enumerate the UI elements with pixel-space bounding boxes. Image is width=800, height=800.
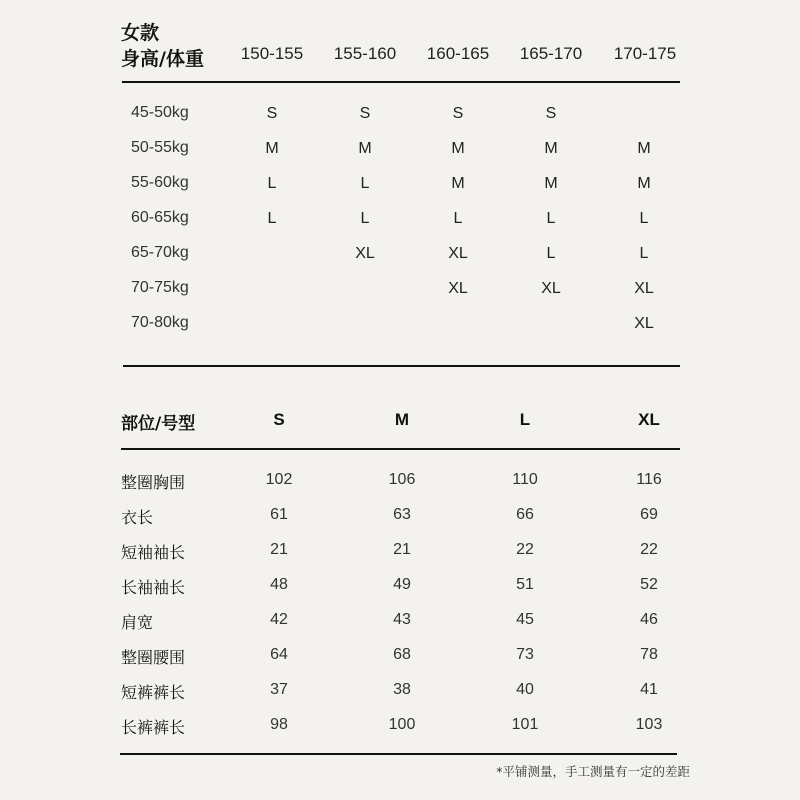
size-cell: M (544, 175, 558, 192)
size-cell: M (544, 140, 558, 157)
size-cell: S (452, 105, 464, 122)
size-cell: M (265, 140, 279, 157)
weight-label: 60-65kg (131, 209, 189, 226)
measurement-cell: 43 (393, 611, 411, 628)
measurement-cell: 21 (270, 541, 288, 558)
size-cell: L (639, 245, 649, 262)
measurement-cell: 78 (640, 646, 658, 663)
part-label: 短裤裤长 (121, 683, 186, 702)
size-cell: L (453, 210, 463, 227)
weight-label: 45-50kg (131, 104, 189, 121)
measurement-cell: 66 (516, 506, 534, 523)
size-cell: L (360, 175, 370, 192)
part-label: 肩宽 (121, 613, 154, 632)
weight-label: 50-55kg (131, 139, 189, 156)
size-cell: XL (634, 315, 654, 332)
size-cell: L (267, 210, 277, 227)
weight-label: 65-70kg (131, 244, 189, 261)
weight-label: 70-80kg (131, 314, 189, 331)
measurement-cell: 68 (393, 646, 411, 663)
measurement-cell: 41 (640, 681, 658, 698)
measurement-cell: 101 (511, 716, 539, 733)
part-label: 衣长 (121, 508, 154, 527)
measurement-cell: 98 (270, 716, 288, 733)
divider (120, 753, 677, 755)
measurement-cell: 73 (516, 646, 534, 663)
measurement-cell: 110 (512, 471, 538, 488)
measurement-table-header-label: 部位/号型 (121, 414, 196, 434)
divider (121, 448, 680, 450)
measurement-cell: 116 (636, 471, 662, 488)
part-label: 整圈胸围 (121, 473, 186, 492)
measurement-cell: 37 (270, 681, 288, 698)
measurement-cell: 42 (270, 611, 288, 628)
height-range-header: 170-175 (613, 44, 677, 63)
height-range-header: 155-160 (333, 44, 397, 63)
part-label: 长裤裤长 (121, 718, 186, 737)
size-cell: M (637, 175, 651, 192)
measurement-cell: 103 (635, 716, 663, 733)
size-column-header: L (519, 410, 531, 429)
size-cell: L (360, 210, 370, 227)
size-column-header: S (273, 410, 285, 429)
measurement-cell: 45 (516, 611, 534, 628)
divider (122, 81, 680, 83)
size-cell: M (637, 140, 651, 157)
size-cell: S (266, 105, 278, 122)
measurement-cell: 38 (393, 681, 411, 698)
height-range-header: 160-165 (426, 44, 490, 63)
size-cell: M (358, 140, 372, 157)
divider (123, 365, 680, 367)
footnote: *平铺测量，手工测量有一定的差距 (496, 764, 690, 779)
height-range-header: 165-170 (519, 44, 583, 63)
measurement-cell: 49 (393, 576, 411, 593)
measurement-cell: 51 (516, 576, 534, 593)
size-cell: L (546, 210, 556, 227)
size-cell: S (359, 105, 371, 122)
measurement-cell: 48 (270, 576, 288, 593)
weight-label: 70-75kg (131, 279, 189, 296)
measurement-cell: 40 (516, 681, 534, 698)
size-cell: L (267, 175, 277, 192)
part-label: 短袖袖长 (121, 543, 186, 562)
category-title: 女款 (121, 22, 160, 44)
measurement-cell: 22 (640, 541, 658, 558)
measurement-cell: 63 (393, 506, 411, 523)
size-cell: XL (448, 280, 468, 297)
size-cell: L (546, 245, 556, 262)
size-cell: XL (634, 280, 654, 297)
size-cell: M (451, 175, 465, 192)
height-range-header: 150-155 (240, 44, 304, 63)
measurement-cell: 22 (516, 541, 534, 558)
size-cell: M (451, 140, 465, 157)
size-cell: L (639, 210, 649, 227)
measurement-cell: 61 (270, 506, 288, 523)
size-column-header: M (394, 410, 410, 429)
measurement-cell: 106 (388, 471, 416, 488)
fit-table-header-label: 身高/体重 (121, 48, 204, 70)
measurement-cell: 21 (393, 541, 411, 558)
weight-label: 55-60kg (131, 174, 189, 191)
measurement-cell: 64 (270, 646, 288, 663)
measurement-cell: 100 (388, 716, 416, 733)
size-cell: XL (448, 245, 468, 262)
measurement-cell: 46 (640, 611, 658, 628)
size-column-header: XL (638, 410, 660, 429)
part-label: 整圈腰围 (121, 648, 186, 667)
size-cell: XL (355, 245, 375, 262)
measurement-cell: 69 (640, 506, 658, 523)
measurement-cell: 52 (640, 576, 658, 593)
part-label: 长袖袖长 (121, 578, 186, 597)
size-cell: S (545, 105, 557, 122)
size-cell: XL (541, 280, 561, 297)
measurement-cell: 102 (265, 471, 293, 488)
